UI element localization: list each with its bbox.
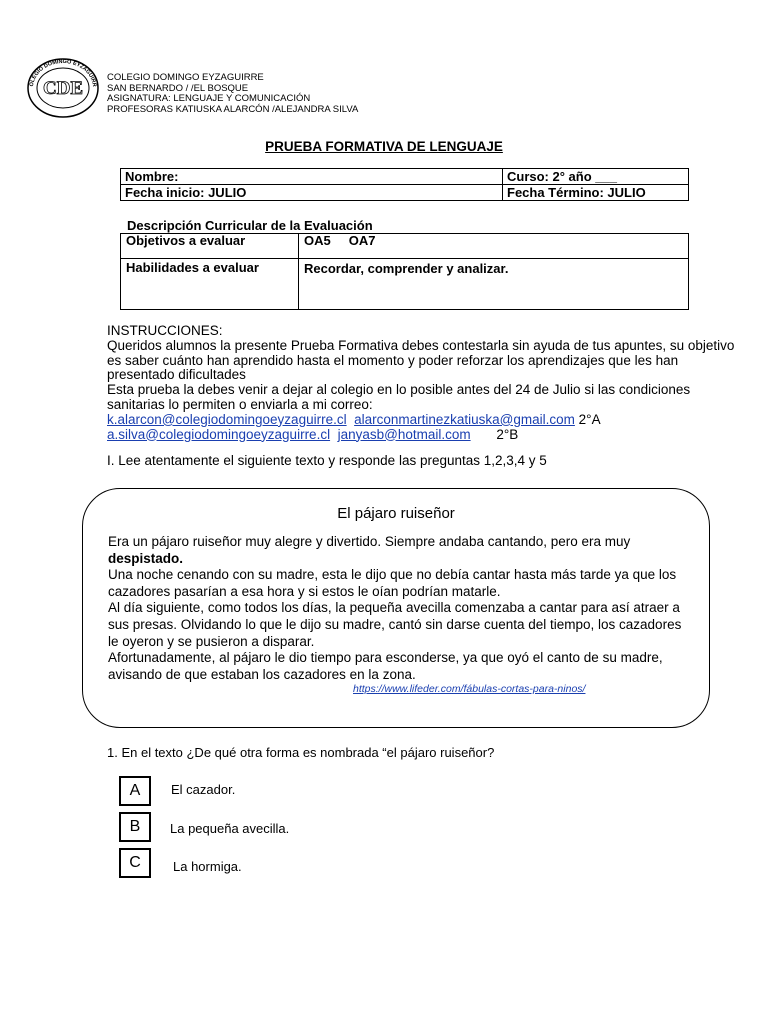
name-field[interactable]: Nombre: <box>121 169 503 185</box>
student-info-table <box>120 168 689 201</box>
header-line-teachers: PROFESORAS KATIUSKA ALARCÓN /ALEJANDRA SILVA <box>107 103 359 115</box>
curriculum-heading: Descripción Curricular de la Evaluación <box>127 218 373 233</box>
email-link-hotmail[interactable]: janyasb@hotmail.com <box>337 426 471 442</box>
story-title: El pájaro ruiseñor <box>337 505 455 522</box>
question-1: 1. En el texto ¿De qué otra forma es nombrada “el pájaro ruiseñor? <box>107 745 495 760</box>
story-line1: Era un pájaro ruiseñor muy alegre y divertido. Siempre andaba cantando, pero era muy <box>108 534 631 549</box>
story-paragraph-4: Afortunadamente, al pájaro le dio tiempo para esconderse, ya que oyó el canto de su madre, avisando de que estaban los cazadores en la zona. <box>108 650 663 682</box>
email-link-gmail[interactable]: alarconmartinezkatiuska@gmail.com <box>354 411 575 427</box>
logo-ring-text: OLEGIO DOMINGO EYZAGUIRR <box>28 58 98 88</box>
header-line-school: COLEGIO DOMINGO EYZAGUIRRE <box>107 72 264 83</box>
school-logo <box>26 57 100 119</box>
instructions-paragraph: Queridos alumnos la presente Prueba Formativa debes contestarla sin ayuda de tus apuntes, su objetivo es saber cuánto han aprendido hasta el momento y poder reforzar los aprendizajes que les han presentado dificultades <box>107 337 735 383</box>
option-a-box[interactable]: A <box>119 776 151 806</box>
school-header <box>107 73 358 115</box>
option-c-box[interactable]: C <box>119 848 151 878</box>
skills-value: Recordar, comprender y analizar. <box>299 259 689 310</box>
page-title: PRUEBA FORMATIVA DE LENGUAJE <box>265 139 503 154</box>
curriculum-table <box>120 233 689 310</box>
option-c-text: La hormiga. <box>173 859 242 874</box>
objectives-value: OA5 OA7 <box>299 234 689 259</box>
email-link-silva[interactable]: a.silva@colegiodomingoeyzaguirre.cl <box>107 426 331 442</box>
instructions-delivery: Esta prueba la debes venir a dejar al colegio en lo posible antes del 24 de Julio si las condiciones sanitarias lo permiten o enviarla a mi correo: <box>107 382 691 412</box>
course-2b: 2°B <box>496 426 519 442</box>
logo-initials: CDE <box>42 78 84 99</box>
email-link-alarcon[interactable]: k.alarcon@colegiodomingoeyzaguirre.cl <box>107 411 347 427</box>
course-2a: 2°A <box>578 411 601 427</box>
skills-label: Habilidades a evaluar <box>121 259 299 310</box>
story-source-link[interactable]: https://www.lifeder.com/fábulas-cortas-para-ninos/ <box>353 683 586 695</box>
option-b-text: La pequeña avecilla. <box>170 821 290 836</box>
option-a-text: El cazador. <box>171 782 236 797</box>
story-text <box>108 534 693 683</box>
instructions-heading: INSTRUCCIONES: <box>107 323 223 338</box>
story-bold-word: despistado. <box>108 550 184 566</box>
story-box <box>82 488 710 728</box>
objectives-label: Objetivos a evaluar <box>121 234 299 259</box>
header-line-subject: ASIGNATURA: LENGUAJE Y COMUNICACIÓN <box>107 93 311 104</box>
story-paragraph-3: Al día siguiente, como todos los días, la pequeña avecilla comenzaba a cantar para así atraer a sus presas. Olvidando lo que le dijo su madre, cantó sin darse cuenta del tiempo, los cazadores le oyeron y se pusieron a disparar. <box>108 600 682 649</box>
instructions <box>107 324 747 442</box>
story-paragraph-2: Una noche cenando con su madre, esta le dijo que no debía cantar hasta más tarde ya que los cazadores pasarían a esa hora y si estos le oían podrían matarle. <box>108 567 677 599</box>
start-date-cell: Fecha inicio: JULIO <box>121 185 503 201</box>
end-date-cell: Fecha Término: JULIO <box>503 185 689 201</box>
header-line-location: SAN BERNARDO / /EL BOSQUE <box>107 82 249 94</box>
section-intro: I. Lee atentamente el siguiente texto y responde las preguntas 1,2,3,4 y 5 <box>107 453 547 468</box>
course-field[interactable]: Curso: 2° año ___ <box>503 169 689 185</box>
option-b-box[interactable]: B <box>119 812 151 842</box>
